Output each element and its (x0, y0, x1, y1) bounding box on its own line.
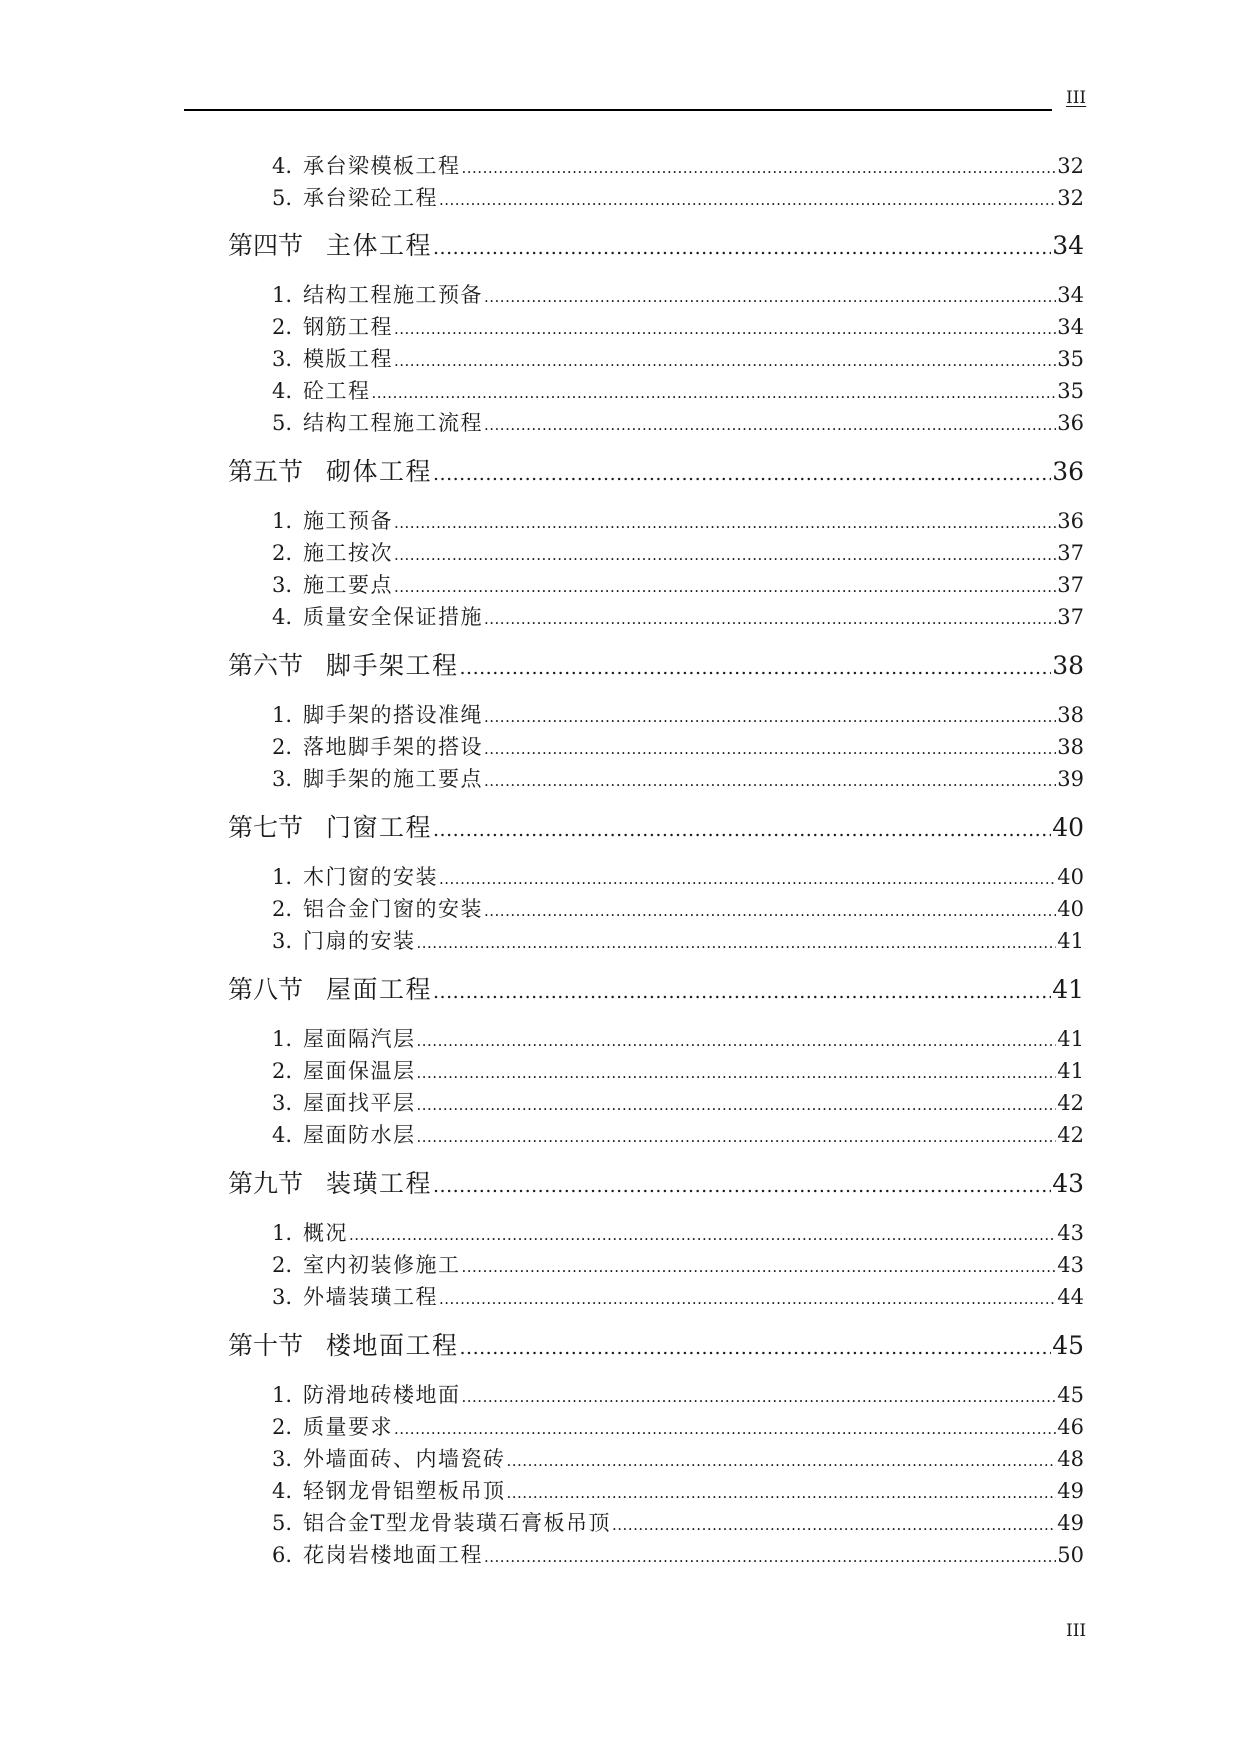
toc-entry[interactable] (272, 1219, 1084, 1247)
toc-entry[interactable] (272, 507, 1084, 535)
dot-leader (439, 184, 1056, 212)
toc-entry-title: 木门窗的安装 (303, 865, 438, 889)
toc-entry[interactable] (272, 1025, 1084, 1053)
toc-entry-page: 48 (1057, 1447, 1084, 1471)
toc-entry-page: 36 (1057, 509, 1084, 533)
toc-section-page: 41 (1052, 975, 1084, 1004)
toc-entry-number: 3. (272, 347, 293, 371)
toc-section-number: 第八节 (228, 975, 304, 1004)
toc-entry[interactable] (272, 1509, 1084, 1537)
dot-leader (417, 1121, 1057, 1149)
toc-entry-title: 模版工程 (303, 347, 393, 371)
toc-entry-page: 39 (1057, 767, 1084, 791)
toc-entry-page: 32 (1057, 186, 1084, 210)
toc-entry-page: 38 (1057, 735, 1084, 759)
dot-leader (394, 507, 1056, 535)
toc-entry[interactable] (272, 765, 1084, 793)
toc-section-title: 砌体工程 (326, 457, 433, 486)
dot-leader (394, 1413, 1056, 1441)
toc-entry-page: 50 (1057, 1543, 1084, 1567)
toc-section[interactable] (228, 229, 1084, 263)
toc-entry-number: 3. (272, 929, 293, 953)
toc-section[interactable] (228, 811, 1084, 845)
toc-entry[interactable] (272, 895, 1084, 923)
toc-section-title: 屋面工程 (326, 975, 433, 1004)
dot-leader (372, 377, 1057, 405)
toc-entry-page: 40 (1057, 897, 1084, 921)
dot-leader (484, 895, 1056, 923)
toc-entry[interactable] (272, 571, 1084, 599)
toc-entry-title: 施工按次 (303, 541, 393, 565)
dot-leader (484, 733, 1056, 761)
toc-entry-title: 花岗岩楼地面工程 (303, 1543, 483, 1567)
toc-entry[interactable] (272, 863, 1084, 891)
toc-entry-page: 43 (1057, 1221, 1084, 1245)
toc-entry-title: 结构工程施工预备 (303, 283, 483, 307)
toc-entry[interactable] (272, 1121, 1084, 1149)
toc-entry-page: 42 (1057, 1123, 1084, 1147)
toc-entry-number: 1. (272, 283, 293, 307)
toc-section-title: 门窗工程 (326, 813, 433, 842)
toc-entry-page: 34 (1057, 315, 1084, 339)
toc-section[interactable] (228, 973, 1084, 1007)
toc-entry-number: 2. (272, 1253, 293, 1277)
toc-entry-page: 35 (1057, 347, 1084, 371)
toc-section-page: 45 (1052, 1331, 1084, 1360)
toc-entry-number: 5. (272, 186, 293, 210)
toc-entry[interactable] (272, 701, 1084, 729)
toc-entry-page: 41 (1057, 1059, 1084, 1083)
toc-section-page: 34 (1052, 231, 1084, 260)
toc-entry[interactable] (272, 733, 1084, 761)
dot-leader (484, 603, 1056, 631)
toc-entry-page: 37 (1057, 605, 1084, 629)
dot-leader (439, 1283, 1056, 1311)
toc-entry-title: 概况 (303, 1221, 348, 1245)
toc-section-title: 主体工程 (326, 231, 433, 260)
toc-entry-page: 45 (1057, 1383, 1084, 1407)
toc-entry-page: 37 (1057, 541, 1084, 565)
toc-entry-page: 40 (1057, 865, 1084, 889)
footer-page-number: III (1066, 1621, 1087, 1641)
toc-entry-number: 1. (272, 1383, 293, 1407)
toc-section[interactable] (228, 1329, 1084, 1363)
toc-entry-title: 防滑地砖楼地面 (303, 1383, 461, 1407)
dot-leader (433, 229, 1051, 263)
toc-entry[interactable] (272, 313, 1084, 341)
toc-entry-number: 4. (272, 605, 293, 629)
toc-entry-title: 外墙面砖、内墙瓷砖 (303, 1447, 506, 1471)
toc-entry-page: 38 (1057, 703, 1084, 727)
toc-entry[interactable] (272, 152, 1084, 180)
dot-leader (433, 973, 1051, 1007)
toc-entry-number: 4. (272, 1479, 293, 1503)
toc-entry[interactable] (272, 1445, 1084, 1473)
dot-leader (462, 152, 1057, 180)
toc-entry-number: 3. (272, 767, 293, 791)
toc-section-number: 第五节 (228, 457, 304, 486)
dot-leader (394, 571, 1056, 599)
dot-leader (462, 1251, 1057, 1279)
toc-entry-page: 37 (1057, 573, 1084, 597)
dot-leader (433, 455, 1051, 489)
toc-entry-number: 1. (272, 865, 293, 889)
toc-entry[interactable] (272, 1057, 1084, 1085)
toc-section-title: 楼地面工程 (326, 1331, 459, 1360)
toc-entry[interactable] (272, 1283, 1084, 1311)
toc-entry-title: 铝合金门窗的安装 (303, 897, 483, 921)
toc-section-number: 第十节 (228, 1331, 304, 1360)
toc-entry-number: 5. (272, 1511, 293, 1535)
toc-entry-number: 2. (272, 541, 293, 565)
toc-entry-number: 1. (272, 509, 293, 533)
dot-leader (612, 1509, 1056, 1537)
toc-entry-title: 屋面保温层 (303, 1059, 416, 1083)
toc-entry-title: 脚手架的搭设准绳 (303, 703, 483, 727)
toc-entry-number: 4. (272, 1123, 293, 1147)
toc-entry[interactable] (272, 1089, 1084, 1117)
dot-leader (460, 1329, 1052, 1363)
toc-section-title: 脚手架工程 (326, 651, 459, 680)
dot-leader (394, 345, 1056, 373)
toc-entry[interactable] (272, 281, 1084, 309)
dot-leader (417, 1089, 1057, 1117)
toc-entry-page: 49 (1057, 1479, 1084, 1503)
dot-leader (484, 765, 1056, 793)
toc-entry-number: 2. (272, 1415, 293, 1439)
dot-leader (462, 1381, 1057, 1409)
toc-section-number: 第六节 (228, 651, 304, 680)
toc-section-title: 装璜工程 (326, 1169, 433, 1198)
toc-section[interactable] (228, 649, 1084, 683)
toc-entry-title: 承台梁砼工程 (303, 186, 438, 210)
toc-entry-title: 承台梁模板工程 (303, 154, 461, 178)
toc-entry-title: 屋面防水层 (303, 1123, 416, 1147)
toc-entry-title: 外墙装璜工程 (303, 1285, 438, 1309)
toc-entry-number: 3. (272, 1447, 293, 1471)
toc-entry-page: 49 (1057, 1511, 1084, 1535)
toc-entry[interactable] (272, 409, 1084, 437)
toc-entry-title: 施工要点 (303, 573, 393, 597)
toc-entry[interactable] (272, 1381, 1084, 1409)
dot-leader (439, 863, 1056, 891)
toc-entry-title: 屋面隔汽层 (303, 1027, 416, 1051)
dot-leader (484, 1541, 1056, 1569)
toc-entry-number: 2. (272, 315, 293, 339)
dot-leader (507, 1445, 1057, 1473)
toc-entry-title: 轻钢龙骨铝塑板吊顶 (303, 1479, 506, 1503)
toc-entry-page: 42 (1057, 1091, 1084, 1115)
toc-entry-number: 6. (272, 1543, 293, 1567)
toc-entry-title: 质量安全保证措施 (303, 605, 483, 629)
dot-leader (484, 701, 1056, 729)
toc-section-number: 第四节 (228, 231, 304, 260)
toc-entry-page: 41 (1057, 1027, 1084, 1051)
toc-entry-page: 43 (1057, 1253, 1084, 1277)
dot-leader (484, 281, 1056, 309)
dot-leader (394, 313, 1056, 341)
toc-entry-page: 36 (1057, 411, 1084, 435)
dot-leader (417, 927, 1057, 955)
toc-entry-number: 5. (272, 411, 293, 435)
toc-entry-title: 铝合金T型龙骨装璜石膏板吊顶 (303, 1511, 612, 1535)
toc-section[interactable] (228, 1167, 1084, 1201)
dot-leader (507, 1477, 1057, 1505)
dot-leader (484, 409, 1056, 437)
toc-entry-title: 落地脚手架的搭设 (303, 735, 483, 759)
toc-entry-number: 3. (272, 1091, 293, 1115)
toc-entry-number: 1. (272, 1027, 293, 1051)
dot-leader (417, 1057, 1057, 1085)
dot-leader (433, 1167, 1051, 1201)
toc-entry-title: 质量要求 (303, 1415, 393, 1439)
toc-section[interactable] (228, 455, 1084, 489)
header-page-number: III (1066, 88, 1087, 108)
toc-entry-title: 施工预备 (303, 509, 393, 533)
toc-entry-title: 结构工程施工流程 (303, 411, 483, 435)
header-rule (184, 109, 1052, 111)
dot-leader (433, 811, 1051, 845)
toc-entry[interactable] (272, 539, 1084, 567)
toc-entry[interactable] (272, 345, 1084, 373)
toc-entry-title: 屋面找平层 (303, 1091, 416, 1115)
toc-entry[interactable] (272, 603, 1084, 631)
toc-entry-number: 2. (272, 1059, 293, 1083)
toc-entry[interactable] (272, 1413, 1084, 1441)
toc-entry-number: 2. (272, 897, 293, 921)
toc-entry-number: 4. (272, 154, 293, 178)
toc-entry[interactable] (272, 927, 1084, 955)
toc-entry-title: 脚手架的施工要点 (303, 767, 483, 791)
toc-entry-number: 4. (272, 379, 293, 403)
toc-section-page: 38 (1052, 651, 1084, 680)
toc-section-page: 43 (1052, 1169, 1084, 1198)
toc-entry-number: 1. (272, 703, 293, 727)
toc-section-page: 40 (1052, 813, 1084, 842)
toc-section-number: 第七节 (228, 813, 304, 842)
dot-leader (417, 1025, 1057, 1053)
toc-entry[interactable] (272, 377, 1084, 405)
dot-leader (394, 539, 1056, 567)
toc-entry-page: 32 (1057, 154, 1084, 178)
toc-entry-page: 35 (1057, 379, 1084, 403)
toc-entry-number: 1. (272, 1221, 293, 1245)
toc-entry-page: 44 (1057, 1285, 1084, 1309)
toc-entry-title: 钢筋工程 (303, 315, 393, 339)
dot-leader (460, 649, 1052, 683)
toc-entry-page: 41 (1057, 929, 1084, 953)
toc-entry-title: 门扇的安装 (303, 929, 416, 953)
toc-entry[interactable] (272, 1477, 1084, 1505)
toc-entry[interactable] (272, 1541, 1084, 1569)
dot-leader (349, 1219, 1056, 1247)
toc-entry-number: 3. (272, 573, 293, 597)
toc-entry-page: 34 (1057, 283, 1084, 307)
toc-entry-title: 砼工程 (303, 379, 371, 403)
toc-section-number: 第九节 (228, 1169, 304, 1198)
toc-entry[interactable] (272, 1251, 1084, 1279)
toc-entry-number: 3. (272, 1285, 293, 1309)
toc-entry[interactable] (272, 184, 1084, 212)
toc-entry-number: 2. (272, 735, 293, 759)
toc-section-page: 36 (1052, 457, 1084, 486)
toc-entry-page: 46 (1057, 1415, 1084, 1439)
toc-entry-title: 室内初装修施工 (303, 1253, 461, 1277)
